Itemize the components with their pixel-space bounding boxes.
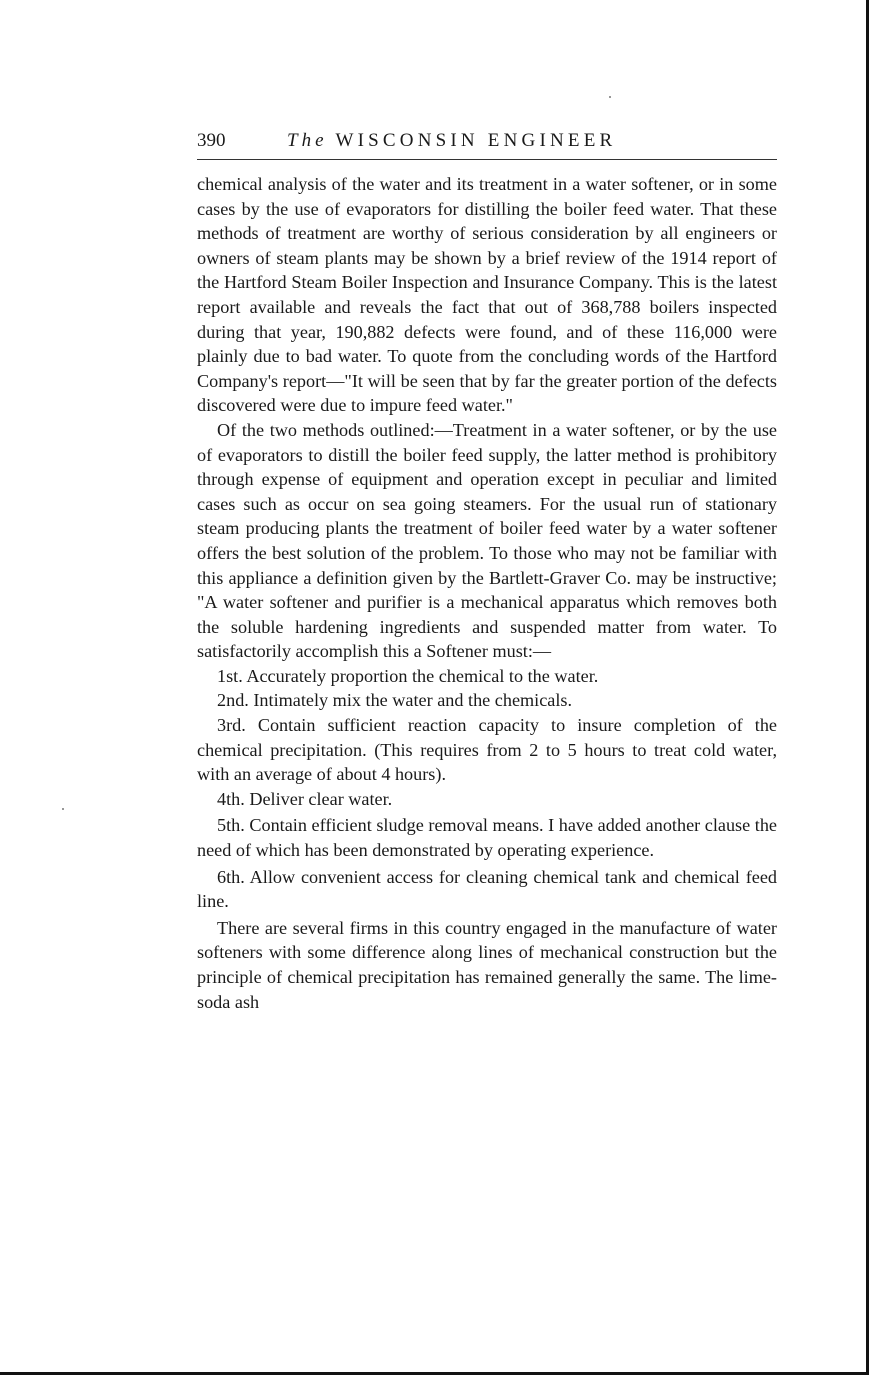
journal-title	[287, 130, 616, 152]
paragraph-methods: Of the two methods outlined:—Treatment in a water softener, or by the use of evaporators to distill the boiler feed supply, the latter method is prohibitory through expense of equipment and operation except in peculiar and limited cases such as occur on sea going steamers. For the usual run of stationary steam producing plants the treatment of boiler feed water by a water softener offers the best solution of the problem. To those who may not be familiar with this appliance a definition given by the Bartlett-Graver Co. may be instructive; "A water softener and purifier is a mechanical apparatus which removes both the soluble hardening ingredients and suspended matter from water. To satisfactorily accomplish this a Softener must:—	[197, 419, 777, 662]
header-rule	[197, 159, 777, 160]
paragraph-continued: chemical analysis of the water and its treatment in a water softener, or in some cases by the use of evaporators for distilling the boiler feed water. That these methods of treatment are worthy of serious consideration by all engineers or owners of steam plants may be shown by a brief review of the 1914 report of the Hartford Steam Boiler Inspection and Insurance Company. This is the latest report available and reveals the fact that out of 368,788 boilers inspected during that year, 190,882 defects were found, and of these 116,000 were plainly due to bad water. To quote from the concluding words of the Hartford Company's report—"It will be seen that by far the greater portion of the defects discovered were due to impure feed water."	[197, 174, 777, 416]
list-item-fourth: 4th. Deliver clear water.	[217, 788, 393, 809]
scan-speck	[609, 96, 611, 98]
page-number: 390	[197, 130, 226, 151]
article-body	[197, 172, 777, 1014]
scan-speck	[62, 808, 64, 810]
document-page	[197, 128, 777, 1012]
list-item-first: 1st. Accurately proportion the chemical to the water.	[217, 665, 599, 686]
journal-title-name: WISCONSIN ENGINEER	[335, 130, 617, 151]
list-item-sixth: 6th. Allow convenient access for cleaning chemical tank and chemical feed line.	[197, 866, 777, 912]
list-item-fifth: 5th. Contain efficient sludge removal means. I have added another clause the need of which has been demonstrated by operating experience.	[197, 815, 777, 861]
running-header	[197, 128, 777, 158]
list-item-second: 2nd. Intimately mix the water and the chemicals.	[217, 690, 573, 711]
list-item-third: 3rd. Contain sufficient reaction capacity to insure completion of the chemical precipitation. (This requires from 2 to 5 hours to treat cold water, with an average of about 4 hours).	[197, 715, 777, 785]
journal-title-article: The	[287, 130, 328, 151]
paragraph-manufacturers: There are several firms in this country engaged in the manufacture of water softeners with some difference along lines of mechanical construction but the principle of chemical precipitation has remained generally the same. The lime-soda ash	[197, 917, 777, 1012]
